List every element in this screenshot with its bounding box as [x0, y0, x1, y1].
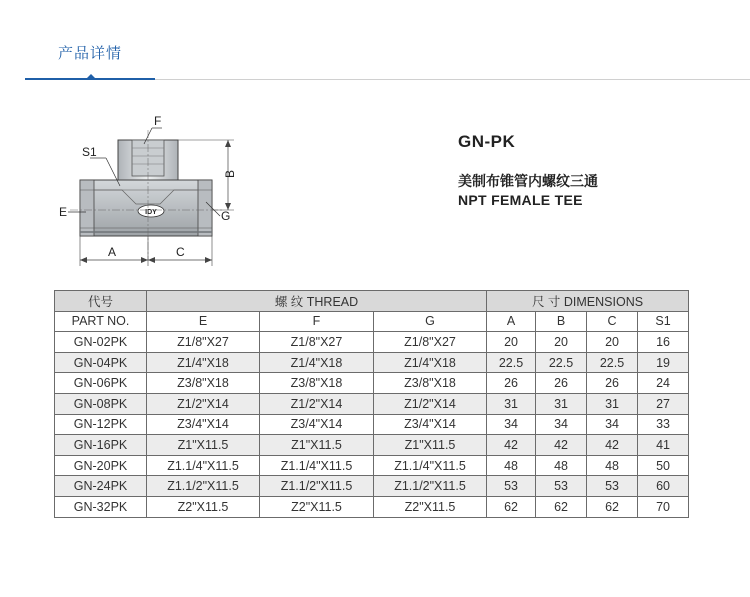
- cell-f: Z3/8"X18: [260, 373, 374, 394]
- cell-part: GN-20PK: [55, 455, 147, 476]
- cell-part: GN-06PK: [55, 373, 147, 394]
- section-title: 产品详情: [58, 45, 123, 62]
- spec-table: [54, 290, 689, 518]
- cell-c: 48: [587, 455, 638, 476]
- cell-part: GN-24PK: [55, 476, 147, 497]
- cell-e: Z1/8"X27: [147, 332, 260, 353]
- end-band-left: [80, 180, 94, 236]
- cell-a: 20: [487, 332, 536, 353]
- cell-f: Z1/8"X27: [260, 332, 374, 353]
- cell-part: GN-08PK: [55, 393, 147, 414]
- cell-e: Z3/8"X18: [147, 373, 260, 394]
- cell-a: 62: [487, 496, 536, 517]
- cell-f: Z1.1/2"X11.5: [260, 476, 374, 497]
- cell-c: 42: [587, 435, 638, 456]
- header-part-no: PART NO.: [55, 311, 147, 332]
- logo-text: IDY: [145, 209, 157, 216]
- tee-drawing: [40, 108, 250, 268]
- tee-drawing-svg: [40, 108, 250, 268]
- cell-c: 34: [587, 414, 638, 435]
- cell-f: Z1/2"X14: [260, 393, 374, 414]
- dim-c-arrow-right: [205, 257, 212, 263]
- col-header-f: F: [260, 311, 374, 332]
- table-row: [55, 373, 689, 394]
- cell-c: 22.5: [587, 352, 638, 373]
- col-header-b: B: [536, 311, 587, 332]
- cell-e: Z1.1/2"X11.5: [147, 476, 260, 497]
- cell-a: 42: [487, 435, 536, 456]
- end-band-right: [198, 180, 212, 236]
- cell-e: Z1"X11.5: [147, 435, 260, 456]
- cell-b: 22.5: [536, 352, 587, 373]
- cell-b: 48: [536, 455, 587, 476]
- cell-b: 62: [536, 496, 587, 517]
- cell-b: 34: [536, 414, 587, 435]
- cell-g: Z1.1/4"X11.5: [374, 455, 487, 476]
- cell-a: 22.5: [487, 352, 536, 373]
- col-header-a: A: [487, 311, 536, 332]
- cell-b: 26: [536, 373, 587, 394]
- cell-c: 53: [587, 476, 638, 497]
- cell-part: GN-02PK: [55, 332, 147, 353]
- product-name-cn: 美制布锥管内螺纹三通: [458, 173, 598, 189]
- cell-s1: 41: [638, 435, 689, 456]
- cell-b: 42: [536, 435, 587, 456]
- cell-a: 53: [487, 476, 536, 497]
- cell-f: Z2"X11.5: [260, 496, 374, 517]
- dim-c-arrow-left: [148, 257, 155, 263]
- cell-part: GN-32PK: [55, 496, 147, 517]
- header-dimensions: 尺 寸 DIMENSIONS: [487, 291, 689, 312]
- header-code-cn: 代号: [55, 291, 147, 312]
- cell-g: Z1/8"X27: [374, 332, 487, 353]
- cell-s1: 27: [638, 393, 689, 414]
- cell-e: Z1/2"X14: [147, 393, 260, 414]
- cell-g: Z2"X11.5: [374, 496, 487, 517]
- cell-part: GN-04PK: [55, 352, 147, 373]
- label-c: C: [176, 245, 185, 259]
- cell-e: Z1/4"X18: [147, 352, 260, 373]
- table-row: [55, 352, 689, 373]
- label-e: E: [59, 205, 68, 219]
- table-row: [55, 332, 689, 353]
- cell-s1: 16: [638, 332, 689, 353]
- dim-b-arrow-top: [225, 140, 231, 147]
- cell-s1: 70: [638, 496, 689, 517]
- cell-c: 62: [587, 496, 638, 517]
- cell-s1: 60: [638, 476, 689, 497]
- cell-b: 20: [536, 332, 587, 353]
- cell-a: 31: [487, 393, 536, 414]
- cell-g: Z1/2"X14: [374, 393, 487, 414]
- dim-a-arrow-right: [141, 257, 148, 263]
- col-header-g: G: [374, 311, 487, 332]
- col-header-e: E: [147, 311, 260, 332]
- cell-f: Z1/4"X18: [260, 352, 374, 373]
- table-row: [55, 496, 689, 517]
- cell-e: Z3/4"X14: [147, 414, 260, 435]
- label-g: G: [221, 209, 231, 223]
- table-row: [55, 476, 689, 497]
- col-header-c: C: [587, 311, 638, 332]
- cell-a: 26: [487, 373, 536, 394]
- cell-b: 53: [536, 476, 587, 497]
- cell-g: Z1.1/2"X11.5: [374, 476, 487, 497]
- label-a: A: [108, 245, 117, 259]
- cell-part: GN-16PK: [55, 435, 147, 456]
- dim-a-arrow-left: [80, 257, 87, 263]
- col-header-s1: S1: [638, 311, 689, 332]
- cell-s1: 24: [638, 373, 689, 394]
- cell-c: 26: [587, 373, 638, 394]
- product-model: GN-PK: [458, 132, 516, 151]
- cell-g: Z3/8"X18: [374, 373, 487, 394]
- header-thread: 螺 纹 THREAD: [147, 291, 487, 312]
- cell-s1: 50: [638, 455, 689, 476]
- cell-f: Z1"X11.5: [260, 435, 374, 456]
- cell-part: GN-12PK: [55, 414, 147, 435]
- label-f: F: [154, 114, 162, 128]
- table-row: [55, 435, 689, 456]
- label-b: B: [223, 169, 237, 178]
- cell-f: Z3/4"X14: [260, 414, 374, 435]
- table-row: [55, 414, 689, 435]
- label-s1: S1: [82, 145, 97, 159]
- title-accent-caret: [86, 74, 96, 79]
- cell-a: 48: [487, 455, 536, 476]
- cell-s1: 19: [638, 352, 689, 373]
- cell-g: Z1"X11.5: [374, 435, 487, 456]
- cell-e: Z1.1/4"X11.5: [147, 455, 260, 476]
- cell-a: 34: [487, 414, 536, 435]
- cell-g: Z3/4"X14: [374, 414, 487, 435]
- table-row: [55, 393, 689, 414]
- cell-f: Z1.1/4"X11.5: [260, 455, 374, 476]
- cell-g: Z1/4"X18: [374, 352, 487, 373]
- table-row: [55, 455, 689, 476]
- product-name-en: NPT FEMALE TEE: [458, 192, 583, 208]
- cell-c: 20: [587, 332, 638, 353]
- cell-e: Z2"X11.5: [147, 496, 260, 517]
- cell-s1: 33: [638, 414, 689, 435]
- cell-b: 31: [536, 393, 587, 414]
- cell-c: 31: [587, 393, 638, 414]
